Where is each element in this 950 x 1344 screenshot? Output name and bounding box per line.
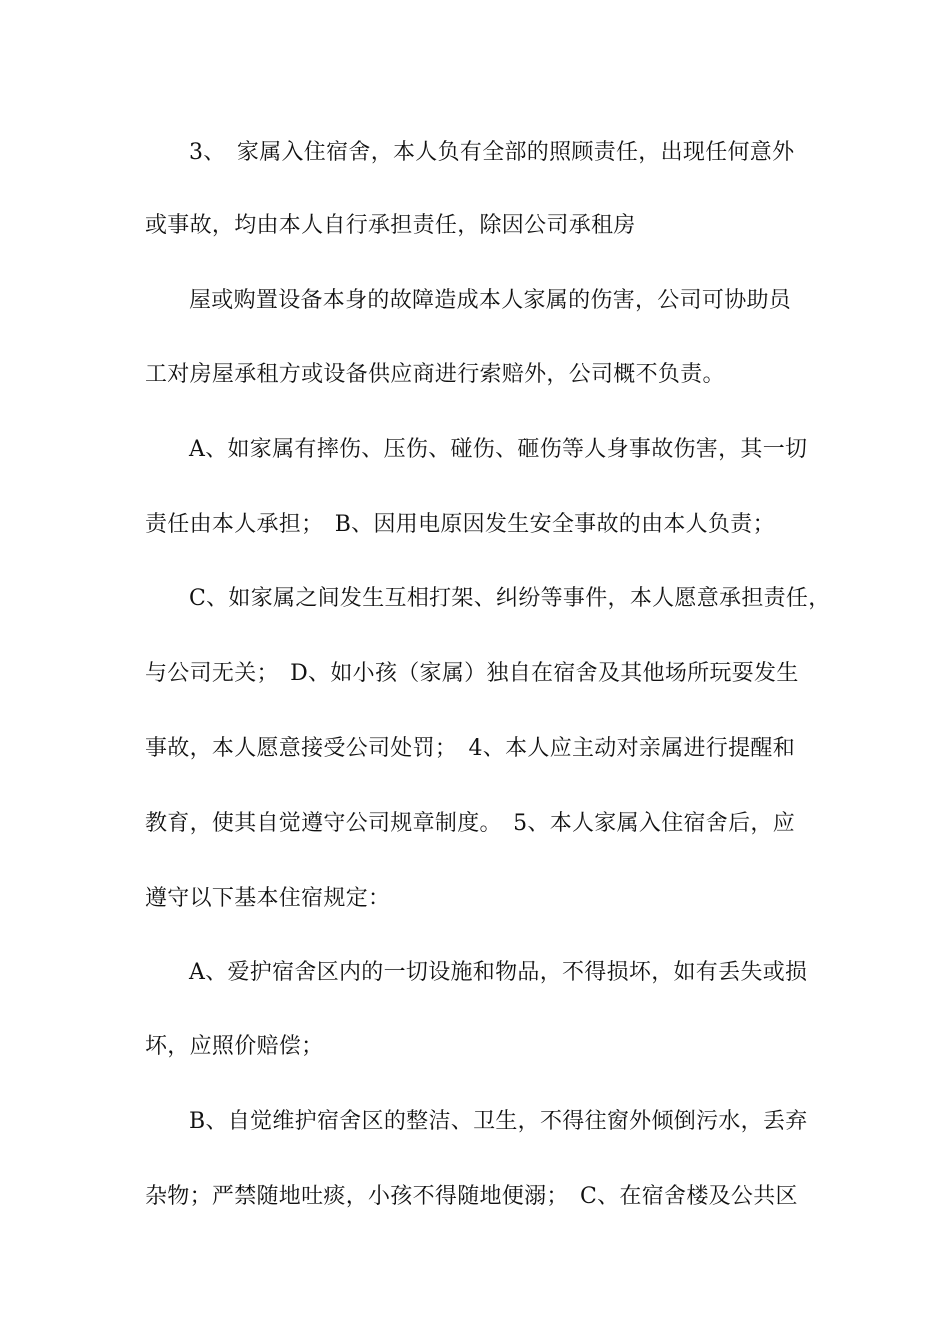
text-line: 3、 家属入住宿舍，本人负有全部的照顾责任，出现任何意外	[189, 140, 795, 165]
text-line: C、如家属之间发生互相打架、纠纷等事件，本人愿意承担责任，	[189, 586, 831, 611]
text-line: 工对房屋承租方或设备供应商进行索赔外，公司概不负责。	[145, 362, 725, 387]
text-line: 坏，应照价赔偿；	[145, 1034, 324, 1059]
text-line: 教育，使其自觉遵守公司规章制度。 5、本人家属入住宿舍后，应	[145, 811, 795, 836]
text-line: 遵守以下基本住宿规定：	[145, 886, 391, 911]
text-line: 与公司无关； D、如小孩（家属）独自在宿舍及其他场所玩耍发生	[145, 661, 799, 686]
text-line: A、爱护宿舍区内的一切设施和物品，不得损坏，如有丢失或损	[189, 960, 808, 985]
text-line: 责任由本人承担； B、因用电原因发生安全事故的由本人负责；	[145, 512, 775, 537]
text-line: 杂物；严禁随地吐痰，小孩不得随地便溺； C、在宿舍楼及公共区	[145, 1184, 798, 1209]
text-line: B、自觉维护宿舍区的整洁、卫生，不得往窗外倾倒污水，丢弃	[189, 1109, 808, 1134]
text-line: 屋或购置设备本身的故障造成本人家属的伤害，公司可协助员	[189, 288, 792, 313]
text-line: 事故，本人愿意接受公司处罚； 4、本人应主动对亲属进行提醒和	[145, 736, 795, 761]
text-line: 或事故，均由本人自行承担责任，除因公司承租房	[145, 213, 636, 238]
text-line: A、如家属有摔伤、压伤、碰伤、砸伤等人身事故伤害，其一切	[189, 437, 808, 462]
